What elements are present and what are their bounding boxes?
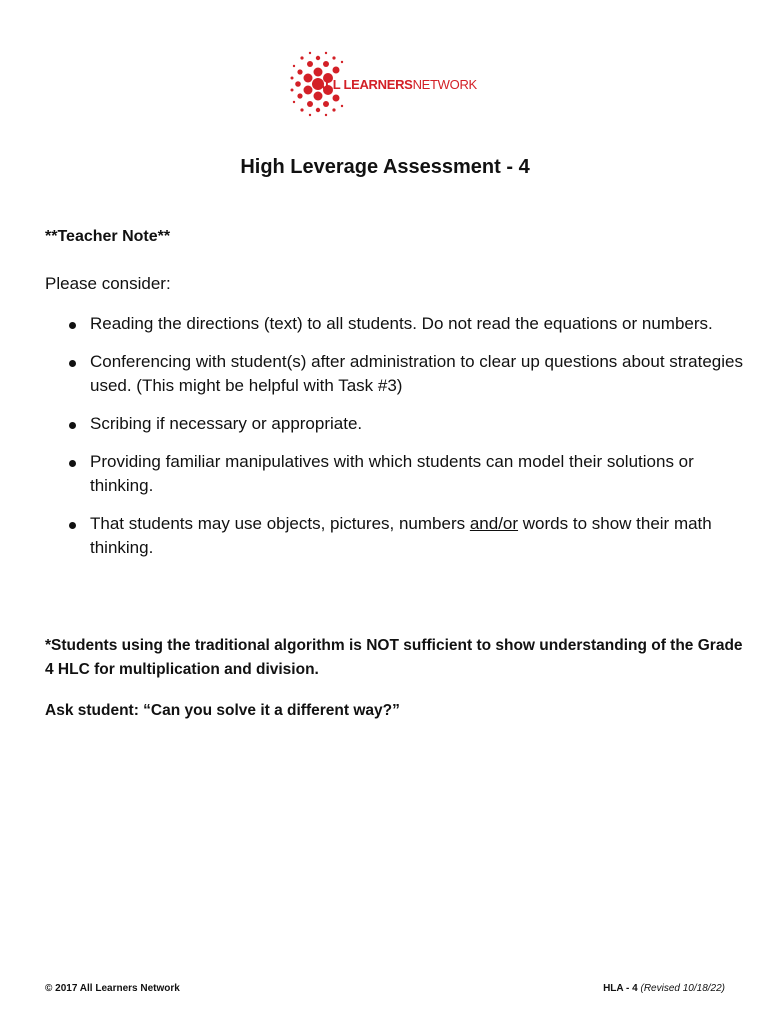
list-item: [45, 412, 745, 436]
list-item: [45, 350, 745, 398]
consider-label: Please consider:: [45, 274, 171, 293]
algorithm-note: *Students using the traditional algorithm is NOT sufficient to show understanding of the Grade 4 HLC for multiplication and division.: [45, 637, 743, 678]
teacher-note-heading: **Teacher Note**: [45, 228, 171, 245]
footer-code: HLA - 4: [603, 983, 638, 994]
bullet-icon: [69, 460, 76, 467]
footer-revision: [603, 983, 725, 994]
list-item-text-start: That students may use objects, pictures, numbers: [90, 514, 470, 533]
list-item-text: Reading the directions (text) to all students. Do not read the equations or numbers.: [90, 314, 713, 333]
consider-list: [45, 312, 745, 574]
list-item-text: Scribing if necessary or appropriate.: [90, 414, 363, 433]
list-item: [45, 312, 745, 336]
bullet-icon: [69, 360, 76, 367]
bullet-icon: [69, 322, 76, 329]
footer-revised-date: (Revised 10/18/22): [640, 983, 725, 994]
ask-student-prompt: Ask student: “Can you solve it a different way?”: [45, 702, 400, 719]
bullet-icon: [69, 422, 76, 429]
logo-wordmark-light: NETWORK: [412, 77, 477, 92]
list-item-text: Providing familiar manipulatives with which students can model their solutions or thinking.: [90, 452, 694, 495]
page-title: High Leverage Assessment - 4: [240, 156, 530, 178]
list-item: [45, 512, 745, 560]
list-item: [45, 450, 745, 498]
bullet-icon: [69, 522, 76, 529]
underlined-and-or: and/or: [469, 514, 519, 533]
all-learners-network-logo: [288, 50, 498, 120]
footer-copyright: © 2017 All Learners Network: [45, 983, 180, 994]
list-item-text: Conferencing with student(s) after administration to clear up questions about strategies used. (This might be helpful with Task #3): [90, 352, 743, 395]
logo-wordmark: [316, 77, 477, 92]
logo-wordmark-strong: ALL LEARNERS: [316, 77, 413, 92]
list-item-text-end: words to show their math thinking.: [90, 514, 712, 557]
